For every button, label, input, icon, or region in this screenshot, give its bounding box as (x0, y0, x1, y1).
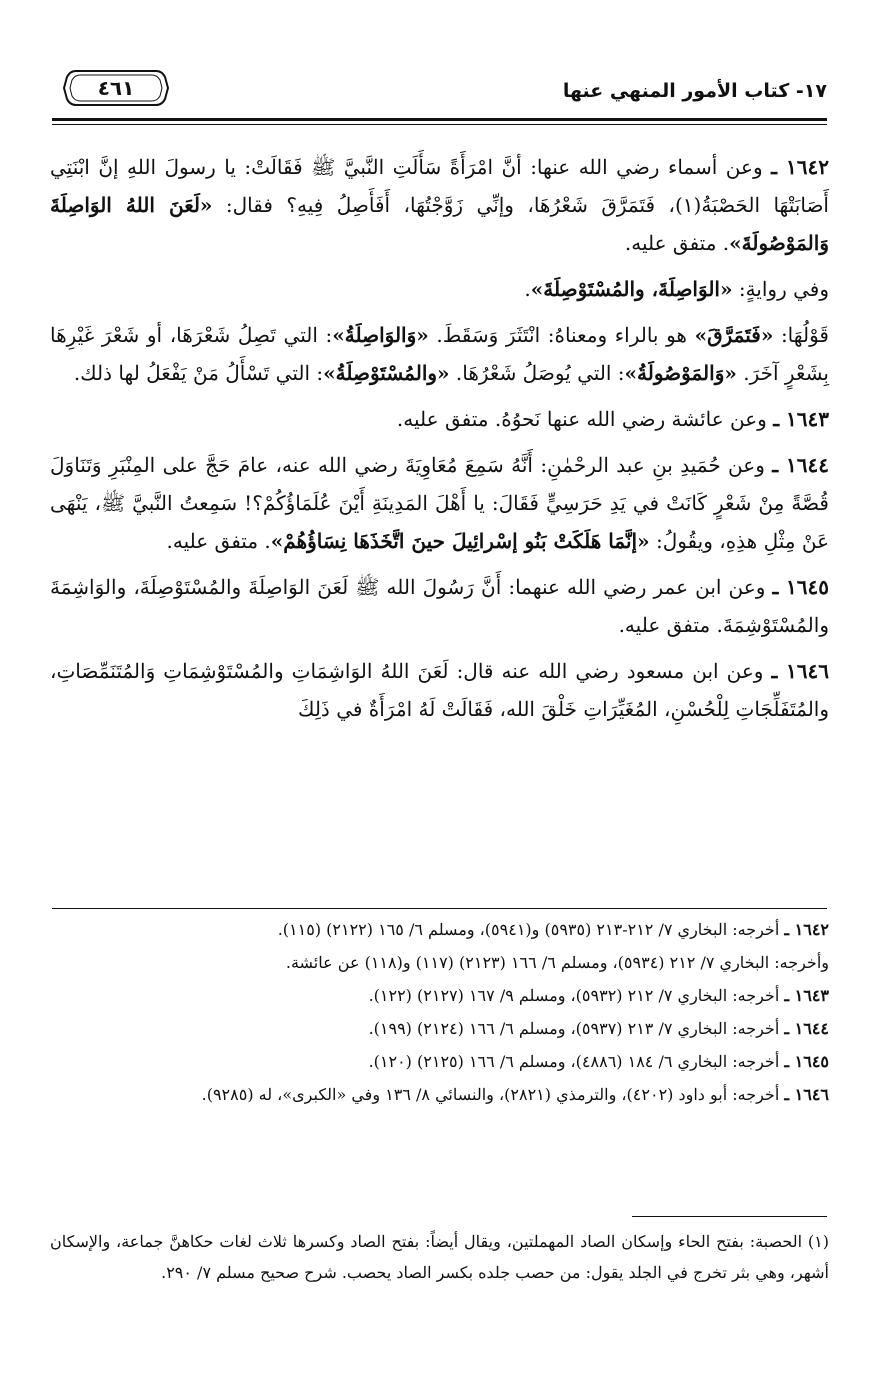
hadith-text: هو بالراء ومعناهُ: انْتَثَرَ وَسَقَطَ. (428, 323, 695, 347)
takhrij-notes (50, 914, 829, 1112)
hadith-text: : التي تَسْأَلُ مَنْ يَفْعَلُ لها ذلك. (73, 361, 324, 385)
header-rule-thick (52, 118, 827, 121)
hadith-quote: «لَعَنَ اللهُ الوَاصِلَةَ وَالمَوْصُولَةَ» (50, 193, 829, 255)
hadith-paragraph (50, 652, 829, 728)
hadith-text: وعن عائشة رضي الله عنها نَحوُهُ. متفق عليه. (396, 407, 774, 431)
hadith-text: : التي تَصِلُ شَعْرَهَا، أو شَعْرَ غَيْرِهَا بِشَعْرٍ آخَرَ. (50, 323, 829, 385)
note-text: أخرجه: البخاري ٧/ ٢١٢ (٥٩٣٢)، ومسلم ٩/ ١٦٧ (٢١٢٧) (١٢٢). (368, 986, 785, 1005)
takhrij-note (50, 980, 829, 1011)
note-number: ١٦٤٤ ـ (784, 1019, 829, 1038)
hadith-text: قَوْلُهَا: (773, 323, 829, 347)
hadith-number: ١٦٤٦ ـ (771, 659, 829, 683)
chapter-title: ١٧- كتاب الأمور المنهي عنها (562, 80, 827, 102)
takhrij-note (50, 1046, 829, 1077)
page-number-frame (62, 68, 170, 108)
hadith-text: وعن ابن مسعود رضي الله عنه قال: لَعَنَ اللهُ الوَاشِمَاتِ والمُسْتَوْشِمَاتِ وَالمُتَنَمِّصَاتِ، والمُتَفَلِّجَاتِ لِلْحُسْنِ، المُغَيِّرَاتِ خَلْقَ الله، فَقَالَتْ لَهُ امْرَأَةٌ في ذَلِكَ (50, 659, 829, 721)
hadith-paragraph (50, 400, 829, 438)
hadith-number: ١٦٤٣ ـ (773, 407, 829, 431)
hadith-text: . متفق عليه. (624, 231, 730, 255)
hadith-number: ١٦٤٥ ـ (772, 575, 829, 599)
hadith-paragraph (50, 568, 829, 644)
note-number: ١٦٤٦ ـ (784, 1085, 829, 1104)
hadith-quote: «إنَّمَا هَلَكَتْ بَنُو إسْرائِيلَ حينَ اتَّخَذَهَا نِسَاؤُهُمْ» (270, 529, 650, 553)
page-number: ٤٦١ (97, 76, 135, 100)
note-text: أخرجه: البخاري ٧/ ٢١٢-٢١٣ (٥٩٣٥) و(٥٩٤١)، ومسلم ٦/ ١٦٥ (٢١٢٢) (١١٥). (277, 920, 785, 939)
hadith-paragraph (50, 446, 829, 560)
hadith-quote: «وَالمَوْصُولَةُ» (624, 361, 737, 385)
note-text: أخرجه: البخاري ٦/ ١٨٤ (٤٨٨٦)، ومسلم ٦/ ١٦٦ (٢١٢٥) (١٢٠). (368, 1052, 785, 1071)
hadith-text: : التي يُوصَلُ شَعْرُهَا. (449, 361, 625, 385)
takhrij-note (50, 947, 829, 978)
hadith-number: ١٦٤٢ ـ (771, 155, 829, 179)
hadith-quote: «والمُسْتَوْصِلَةُ» (323, 361, 450, 385)
hadith-text: . (524, 277, 531, 301)
hadith-paragraph (50, 270, 829, 308)
main-text (50, 148, 829, 736)
note-number: ١٦٤٥ ـ (784, 1052, 829, 1071)
hadith-text: وعن حُمَيدِ بنِ عبد الرحْمٰنِ: أَنَّهُ سَمِعَ مُعَاوِيَةَ رضي الله عنه، عامَ حَجَّ على المِنْبَرِ وَتَنَاوَلَ قُصَّةً مِنْ شَعْرٍ كَانَتْ في يَدِ حَرَسِيٍّ فَقَالَ: يا أَهْلَ المَدِينَةِ أَيْنَ عُلَمَاؤُكُمْ؟! سَمِعتُ النَّبيَّ ﷺ، يَنْهَى عَنْ مِثْلِ هذِهِ، ويقُولُ: (50, 453, 829, 553)
note-number: ١٦٤٣ ـ (784, 986, 829, 1005)
hadith-quote: «وَالوَاصِلَةُ» (332, 323, 429, 347)
note-text: أخرجه: البخاري ٧/ ٢١٣ (٥٩٣٧)، ومسلم ٦/ ١٦٦ (٢١٢٤) (١٩٩). (368, 1019, 785, 1038)
hadith-text: وعن ابن عمر رضي الله عنهما: أَنَّ رَسُولَ الله ﷺ لَعَنَ الوَاصِلَةَ والمُسْتَوْصِلَةَ، والوَاشِمَةَ والمُسْتَوْشِمَةَ. متفق عليه. (50, 575, 829, 637)
footnote-separator (632, 1216, 827, 1217)
takhrij-note (50, 1013, 829, 1044)
hadith-quote: «فَتَمَرَّقَ» (694, 323, 774, 347)
hadith-paragraph (50, 148, 829, 262)
hadith-quote: «الوَاصِلَةَ، والمُسْتَوْصِلَةَ» (530, 277, 733, 301)
header-rule-thin (52, 124, 827, 125)
takhrij-note (50, 1079, 829, 1110)
hadith-paragraph (50, 316, 829, 392)
hadith-text: وفي روايةٍ: (732, 277, 829, 301)
hadith-text: وعن أسماء رضي الله عنها: أنَّ امْرَأَةً سَأَلَتِ النَّبيَّ ﷺ فَقَالَتْ: يا رسولَ اللهِ إنَّ ابْنَتِي أَصَابَتْهَا الحَصْبَةُ(١)، فَتَمَرَّقَ شَعْرُهَا، وإنِّي زَوَّجْتُهَا، أَفَأَصِلُ فِيهِ؟ فقال: (50, 155, 829, 217)
footnote: (١) الحصبة: بفتح الحاء وإسكان الصاد المهملتين، ويقال أيضاً: بفتح الصاد وكسرها ثلاث لغات حكاهنَّ جماعة، والإسكان أشهر، وهي بثر تخرج في الجلد يقول: من حصب جلده بكسر الصاد يحصب. شرح صحيح مسلم ٧/ ٢٩٠. (50, 1232, 829, 1282)
note-text: أخرجه: أبو داود (٤٢٠٢)، والترمذي (٢٨٢١)، والنسائي ٨/ ١٣٦ وفي «الكبرى»، له (٩٢٨٥). (201, 1085, 785, 1104)
hadith-text: . متفق عليه. (166, 529, 271, 553)
notes-separator (52, 908, 827, 909)
page-header (52, 68, 827, 116)
note-text: وأخرجه: البخاري ٧/ ٢١٢ (٥٩٣٤)، ومسلم ٦/ ١٦٦ (٢١٢٣) (١١٧) و(١١٨) عن عائشة. (285, 953, 829, 972)
takhrij-note (50, 914, 829, 945)
hadith-number: ١٦٤٤ ـ (772, 453, 829, 477)
note-number: ١٦٤٢ ـ (784, 920, 829, 939)
